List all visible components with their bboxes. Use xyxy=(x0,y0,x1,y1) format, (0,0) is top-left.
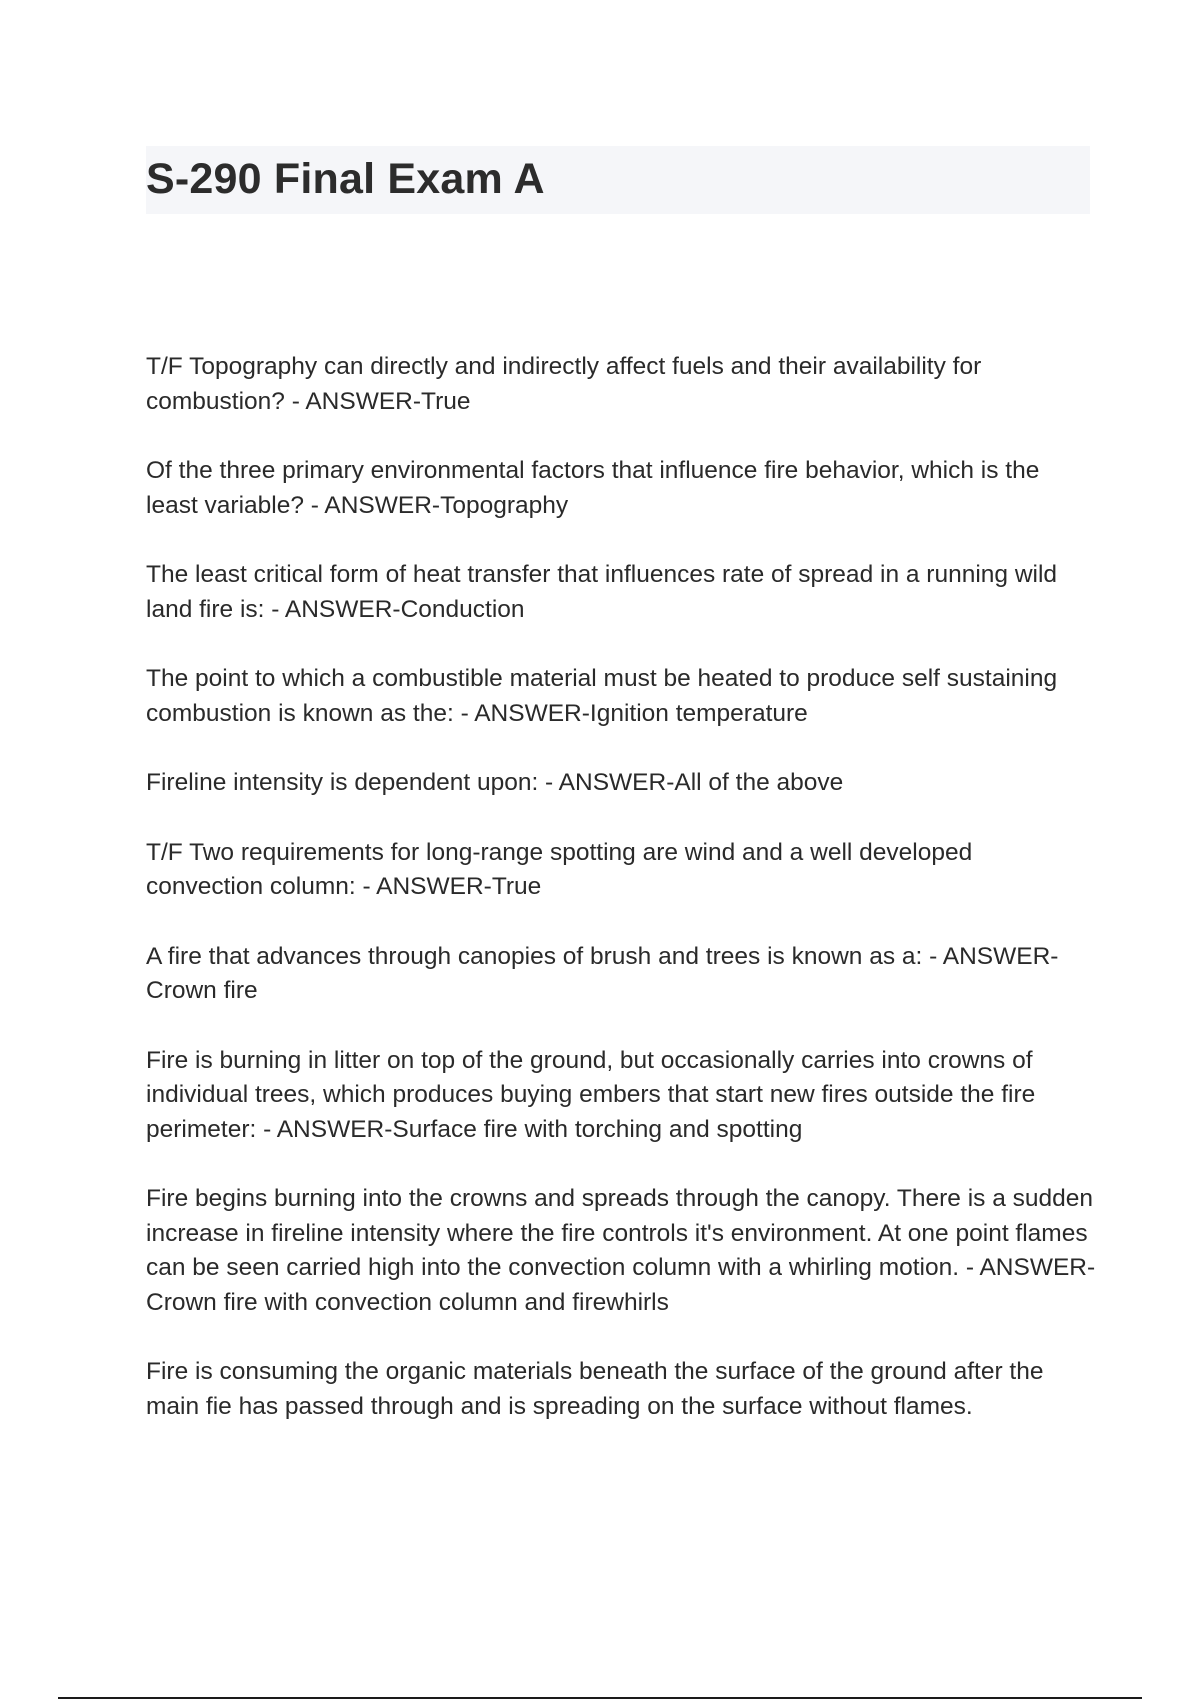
page-title: S-290 Final Exam A xyxy=(146,155,545,203)
question-item: Fire is consuming the organic materials beneath the surface of the ground after the main fie has passed through and is spreading on the surface without flames. xyxy=(146,1358,1044,1420)
question-item: A fire that advances through canopies of brush and trees is known as a: - ANSWER-Crown fire xyxy=(146,942,1059,1004)
question-item: The point to which a combustible material must be heated to produce self sustaining combustion is known as the: - ANSWER-Ignition temperature xyxy=(146,665,1058,727)
question-item: Fireline intensity is dependent upon: - ANSWER-All of the above xyxy=(146,769,844,796)
question-item: Fire begins burning into the crowns and spreads through the canopy. There is a sudden increase in fireline intensity where the fire controls it's environment. At one point flames can be seen carried high into the convection column with a whirling motion. - ANSWER-Crown fire with convection column and firewhirls xyxy=(146,1185,1096,1316)
question-item: Of the three primary environmental factors that influence fire behavior, which is the least variable? - ANSWER-Topography xyxy=(146,457,1040,519)
question-item: T/F Topography can directly and indirectly affect fuels and their availability for combustion? - ANSWER-True xyxy=(146,353,982,415)
question-item: The least critical form of heat transfer that influences rate of spread in a running wild land fire is: - ANSWER-Conduction xyxy=(146,561,1058,623)
question-list xyxy=(146,350,1096,1459)
question-item: Fire is burning in litter on top of the ground, but occasionally carries into crowns of individual trees, which produces buying embers that start new fires outside the fire perimeter: - ANSWER-Surface fire with torching and spotting xyxy=(146,1046,1036,1143)
question-item: T/F Two requirements for long-range spotting are wind and a well developed convection column: - ANSWER-True xyxy=(146,838,973,900)
bottom-divider xyxy=(58,1697,1142,1699)
